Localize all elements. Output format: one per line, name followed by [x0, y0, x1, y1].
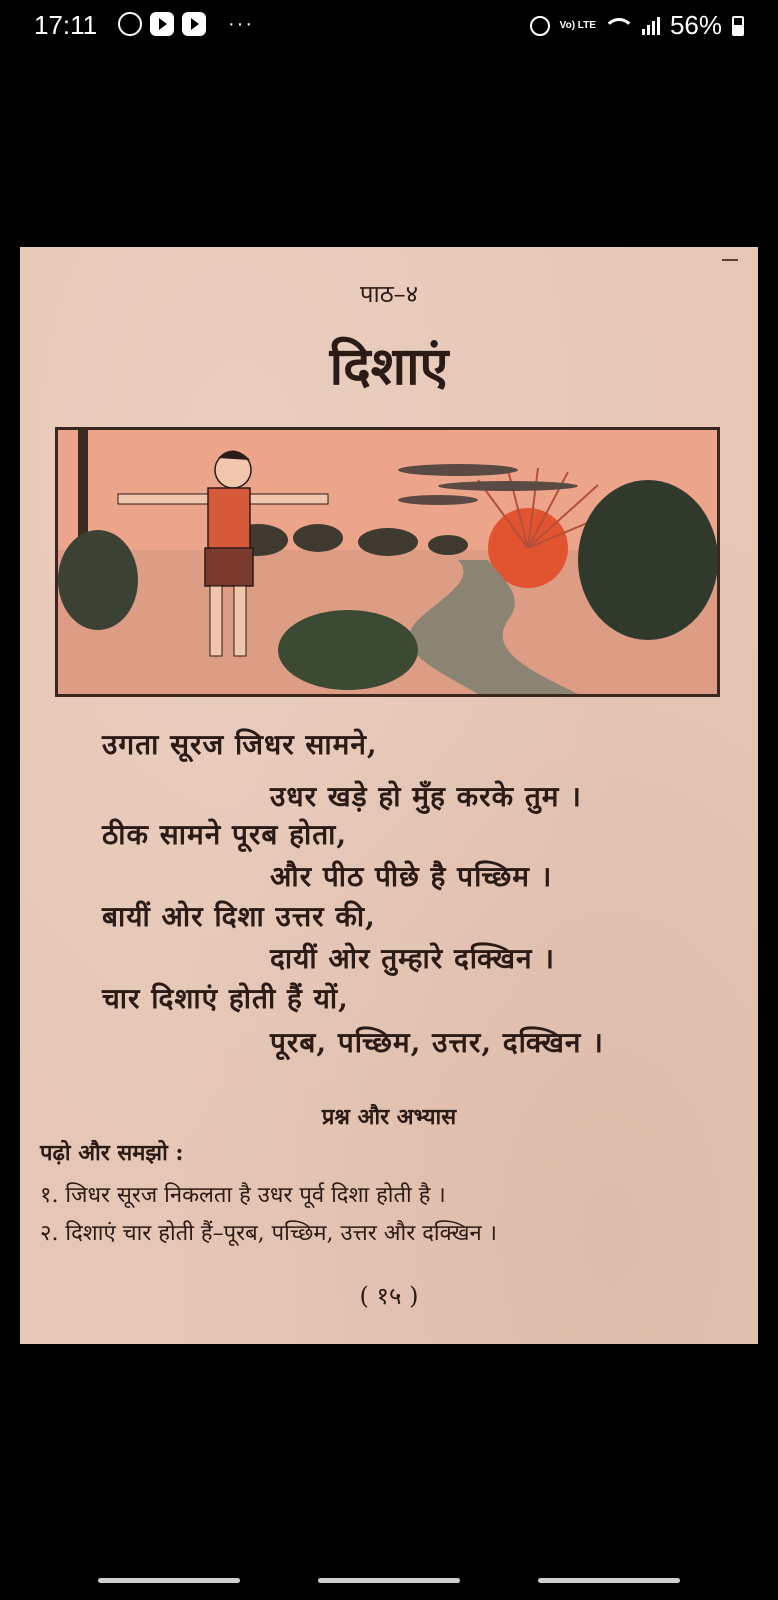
- sunrise-scene-icon: [58, 430, 717, 694]
- more-notifications-icon: ···: [228, 12, 254, 35]
- battery-icon: [732, 16, 744, 36]
- status-time: 17:11: [34, 10, 98, 40]
- back-button[interactable]: [538, 1578, 680, 1583]
- poem-line-2: उधर खड़े हो मुँह करके तुम ।: [270, 780, 582, 813]
- battery-percent: 56%: [669, 10, 722, 40]
- question-1: १. जिधर सूरज निकलता है उधर पूर्व दिशा होती है ।: [40, 1183, 446, 1208]
- page-number: ( १५ ): [359, 1282, 419, 1310]
- textbook-page-image[interactable]: [20, 247, 758, 1344]
- notification-icons: [118, 12, 254, 36]
- system-icons: [530, 10, 744, 41]
- poem-line-4: और पीठ पीछे है पच्छिम ।: [270, 860, 553, 893]
- poem-line-1: उगता सूरज जिधर सामने,: [102, 728, 378, 761]
- chapter-title: दिशाएं: [329, 336, 449, 397]
- signal-icon: [642, 17, 660, 35]
- section-heading: प्रश्न और अभ्यास: [321, 1104, 457, 1130]
- lte-icon: Vo) LTE: [559, 19, 596, 31]
- status-bar: [0, 0, 778, 52]
- poem-line-8: पूरब, पच्छिम, उत्तर, दक्खिन ।: [270, 1026, 604, 1059]
- question-2: २. दिशाएं चार होती हैं–पूरब, पच्छिम, उत्तर और दक्खिन ।: [40, 1221, 497, 1246]
- poem-line-3: ठीक सामने पूरब होता,: [102, 818, 348, 851]
- sunrise-illustration: [55, 427, 720, 697]
- youtube-icon: [150, 12, 174, 36]
- chapter-number: पाठ–४: [359, 280, 419, 308]
- youtube-icon-2: [182, 12, 206, 36]
- whatsapp-icon: [118, 12, 142, 36]
- poem-line-5: बायीं ओर दिशा उत्तर की,: [102, 900, 376, 933]
- read-and-understand-heading: पढ़ो और समझो :: [40, 1140, 184, 1166]
- alarm-icon: [530, 16, 550, 36]
- recent-apps-button[interactable]: [98, 1578, 240, 1583]
- poem-line-7: चार दिशाएं होती हैं यों,: [102, 982, 349, 1015]
- home-button[interactable]: [318, 1578, 460, 1583]
- poem-line-6: दायीं ओर तुम्हारे दक्खिन ।: [270, 942, 555, 975]
- scan-mark: [722, 259, 738, 261]
- wifi-icon: [606, 18, 632, 34]
- navigation-bar: [0, 1560, 778, 1600]
